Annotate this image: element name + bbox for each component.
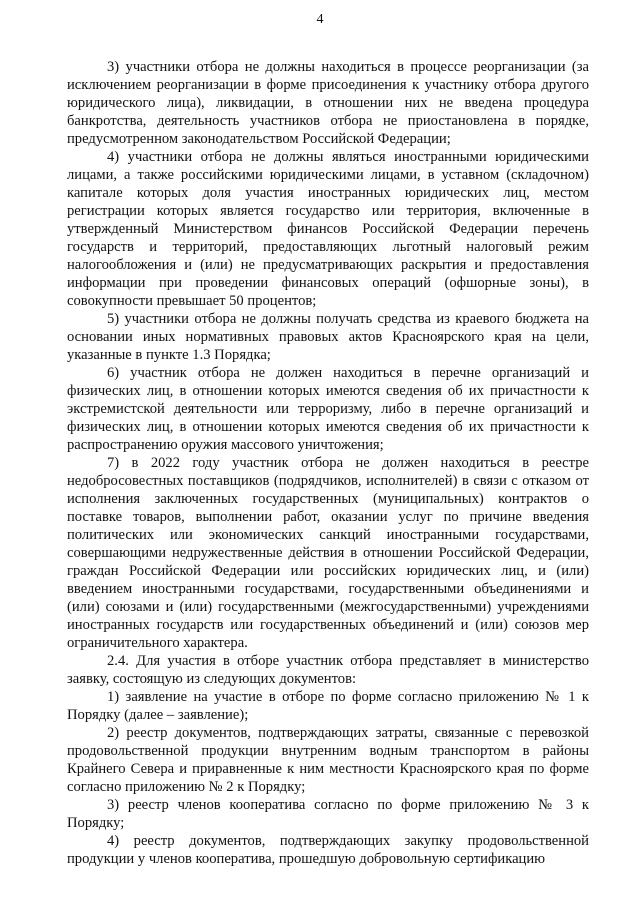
paragraph-condition-5: 5) участники отбора не должны получать средства из краевого бюджета на основании иных нормативных правовых актов Красноярского края на цели, указанные в пункте 1.3 Порядка; (67, 311, 589, 363)
paragraph-document-3: 3) реестр членов кооператива согласно по форме приложению № 3 к Порядку; (67, 797, 589, 831)
paragraph-condition-7: 7) в 2022 году участник отбора не должен находиться в реестре недобросовестных поставщиков (подрядчиков, исполнителей) в связи с отказом от исполнения заключенных государственных (муниципальных) контрактов о поставке товаров, выполнении работ, оказании услуг по причине введения политических или экономических санкций иностранными государствами, совершающими недружественные действия в отношении Российской Федерации, граждан Российской Федерации или российских юридических лиц, и (или) введением иностранными государствами, государственными объединениями и (или) союзами и (или) государственными (межгосударственными) учреждениями иностранных государств или государственных объединений и (или) союзов мер ограничительного характера. (67, 455, 589, 651)
paragraph-condition-6: 6) участник отбора не должен находиться в перечне организаций и физических лиц, в отношении которых имеются сведения об их причастности к экстремистской деятельности или терроризму, либо в перечне организаций и физических лиц, в отношении которых имеются сведения об их причастности к распространению оружия массового уничтожения; (67, 365, 589, 453)
paragraph-document-2: 2) реестр документов, подтверждающих затраты, связанные с перевозкой продовольственной продукции внутренним водным транспортом в районы Крайнего Севера и приравненные к ним местности Красноярского края по форме согласно приложению № 2 к Порядку; (67, 725, 589, 795)
document-body (67, 58, 589, 868)
paragraph-document-1: 1) заявление на участие в отборе по форме согласно приложению № 1 к Порядку (далее – заявление); (67, 689, 589, 723)
paragraph-document-4: 4) реестр документов, подтверждающих закупку продовольственной продукции у членов кооператива, прошедшую добровольную сертификацию (67, 833, 589, 867)
page-number: 4 (316, 12, 324, 27)
paragraph-condition-4: 4) участники отбора не должны являться иностранными юридическими лицами, а также российскими юридическими лицами, в уставном (складочном) капитале которых доля участия иностранных юридических лиц, местом регистрации которых является государство или территория, включенные в утвержденный Министерством финансов Российской Федерации перечень государств и территорий, предоставляющих льготный налоговый режим налогообложения и (или) не предусматривающих раскрытия и предоставления информации при проведении финансовых операций (офшорные зоны), в совокупности превышает 50 процентов; (67, 149, 589, 309)
paragraph-condition-3: 3) участники отбора не должны находиться в процессе реорганизации (за исключением реорганизации в форме присоединения к участнику отбора другого юридического лица), ликвидации, в отношении них не введена процедура банкротства, деятельность участников отбора не приостановлена в порядке, предусмотренном законодательством Российской Федерации; (67, 59, 589, 147)
paragraph-section-2-4: 2.4. Для участия в отборе участник отбора представляет в министерство заявку, состоящую из следующих документов: (67, 653, 589, 687)
